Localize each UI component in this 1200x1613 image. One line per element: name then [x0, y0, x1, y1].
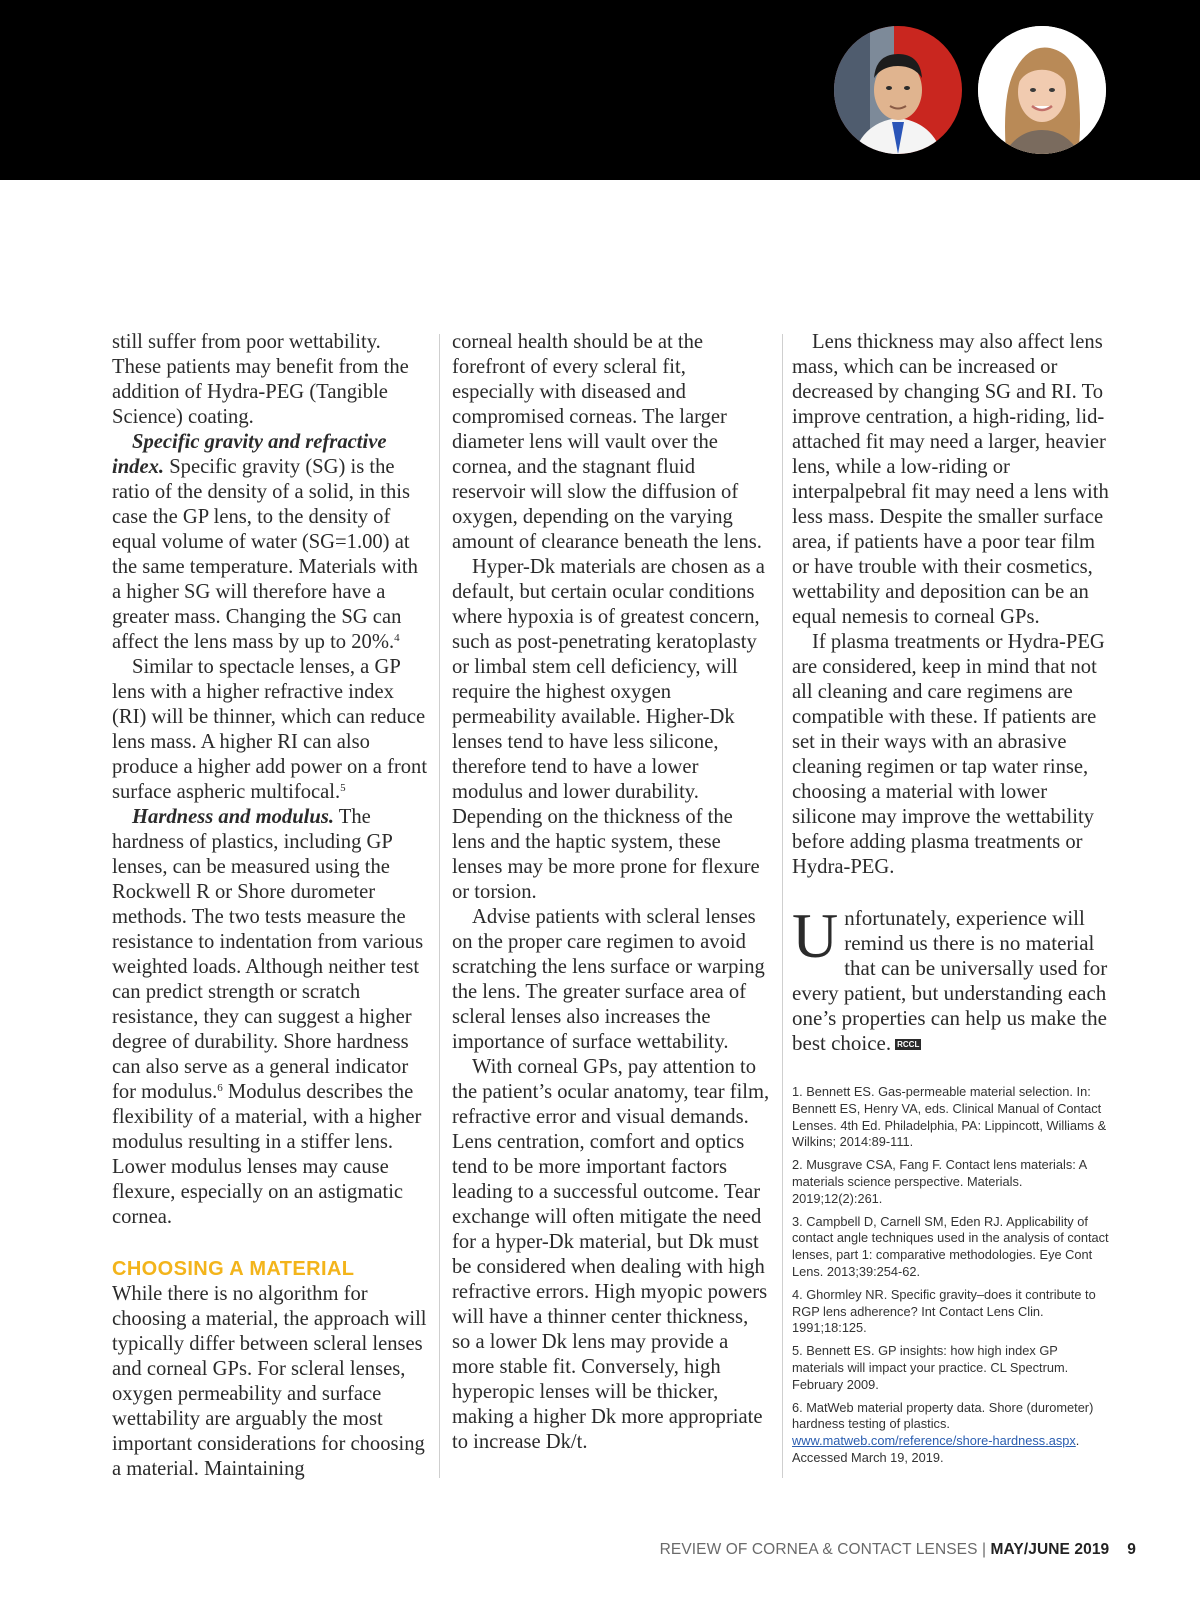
col1-paragraph-4-text-a: The hardness of plastics, including GP lenses, can be measured using the Rockwell R or Shore durometer methods. The two tests measure the resistance to indentation from various weighted loads. Although neither test can predict strength or scratch resistance, they can suggest a higher degree of durability. Shore hardness can also serve as a general indicator for modulus.	[112, 806, 424, 1103]
col3-paragraph-2: If plasma treatments or Hydra-PEG are considered, keep in mind that not all cleaning and care regimens are compatible with these. If patients are set in their ways with an abrasive cleaning regimen or tap water rinse, choosing a material with lower silicone may improve the wettability before adding plasma treatments or Hydra-PEG.	[792, 631, 1105, 878]
column-3	[792, 330, 1110, 1473]
col2-paragraph-3: Advise patients with scleral lenses on the proper care regimen to avoid scratching the lens surface or warping the lens. The greater surface area of scleral lenses also increases the importance of surface wettability.	[452, 906, 765, 1053]
col2-paragraph-2: Hyper-Dk materials are chosen as a default, but certain ocular conditions where hypoxia is of greatest concern, such as post-penetrating keratoplasty or limbal stem cell deficiency, will require the highest oxygen permeability available. Higher-Dk lenses tend to have less silicone, therefore tend to have a lower modulus and lower durability. Depending on the thickness of the lens and the haptic system, these lenses may be more prone for flexure or torsion.	[452, 556, 765, 903]
closing-paragraph	[792, 900, 1110, 1056]
reference-item: 1. Bennett ES. Gas-permeable material selection. In: Bennett ES, Henry VA, eds. Clinical Manual of Contact Lenses. 4th Ed. Philadelphia, PA: Lippincott, Williams & Wilkins; 2014:89-111.	[792, 1084, 1107, 1150]
reference-item: 5. Bennett ES. GP insights: how high index GP materials will impact your practice. CL Spectrum. February 2009.	[792, 1343, 1069, 1392]
subhead-specific-gravity: Specific gravity and refractive index.	[112, 431, 387, 478]
drop-cap: U	[792, 900, 839, 971]
page-footer	[660, 1541, 1136, 1559]
footnote-ref-4: 4	[394, 632, 400, 644]
reference-item-6	[792, 1400, 1110, 1467]
matweb-link[interactable]: www.matweb.com/reference/shore-hardness.aspx	[792, 1433, 1076, 1449]
column-2	[452, 330, 770, 1455]
col2-paragraph-1: corneal health should be at the forefront of every scleral fit, especially with diseased and compromised corneas. The larger diameter lens will vault over the cornea, and the stagnant fluid reservoir will slow the diffusion of oxygen, depending on the varying amount of clearance beneath the lens.	[452, 331, 762, 553]
publication-name: REVIEW OF CORNEA & CONTACT LENSES |	[659, 1541, 991, 1558]
col1-paragraph-4	[112, 805, 432, 1230]
issue-date: MAY/JUNE 2019	[990, 1541, 1110, 1558]
header-bar	[0, 0, 1200, 180]
column-1	[112, 330, 432, 1482]
col1-paragraph-2	[112, 430, 432, 655]
reference-item: 2. Musgrave CSA, Fang F. Contact lens materials: A materials science perspective. Materials. 2019;12(2):261.	[792, 1157, 1087, 1206]
col1-paragraph-3	[112, 655, 432, 805]
footnote-ref-6: 6	[217, 1082, 223, 1094]
col1-paragraph-1: still suffer from poor wettability. These patients may benefit from the addition of Hydra-PEG (Tangible Science) coating.	[112, 331, 409, 428]
reference-item: 3. Campbell D, Carnell SM, Eden RJ. Applicability of contact angle techniques used in the analysis of contact lenses, part 1: comparative methodologies. Eye Cont Lens. 2013;39:254-62.	[792, 1213, 1109, 1279]
reference-6-text: 6. MatWeb material property data. Shore (durometer) hardness testing of plastics.	[792, 1399, 1094, 1432]
col2-paragraph-4: With corneal GPs, pay attention to the patient’s ocular anatomy, tear film, refractive error and visual demands. Lens centration, comfort and optics tend to be more important factors leading to a successful outcome. Tear exchange will often mitigate the need for a hyper-Dk material, but Dk must be considered when dealing with high refractive errors. High myopic powers will have a thinner center thickness, so a lower Dk lens may provide a more stable fit. Conversely, high hyperopic lenses will be thicker, making a higher Dk more appropriate to increase Dk/t.	[452, 1056, 770, 1453]
reference-6-accessed: . Accessed March 19, 2019.	[792, 1433, 1080, 1465]
closing-text: nfortunately, experience will remind us there is no material that can be universally used for every patient, but understanding each one’s properties can help us make the best choice.	[792, 906, 1108, 1055]
author-photo-1	[834, 26, 962, 154]
col1-paragraph-2-text: Specific gravity (SG) is the ratio of the density of a solid, in this case the GP lens, to the density of equal volume of water (SG=1.00) at the same temperature. Materials with a higher SG will therefore have a greater mass. Changing the SG can affect the lens mass by up to 20%.	[112, 456, 418, 653]
author-photo-2	[978, 26, 1106, 154]
page-number: 9	[1127, 1541, 1136, 1558]
col3-paragraph-1: Lens thickness may also affect lens mass, which can be increased or decreased by changing SG and RI. To improve centration, a high-riding, lid-attached fit may need a larger, heavier lens, while a low-riding or interpalpebral fit may need a lens with less mass. Despite the smaller surface area, if patients have a poor tear film or have trouble with their cosmetics, wettability and deposition can be an equal nemesis to corneal GPs.	[792, 331, 1109, 628]
col1-paragraph-5: While there is no algorithm for choosing a material, the approach will typically differ between scleral lenses and corneal GPs. For scleral lenses, oxygen permeability and surface wettability are arguably the most important considerations for choosing a material. Maintaining	[112, 1283, 427, 1480]
end-mark: RCCL	[897, 1040, 920, 1049]
column-divider-2	[782, 334, 783, 1478]
col1-paragraph-4-text-b: Modulus describes the flexibility of a material, with a higher modulus resulting in a stiffer lens. Lower modulus lenses may cause flexure, especially on an astigmatic cornea.	[112, 1081, 422, 1228]
footnote-ref-5: 5	[340, 782, 346, 794]
column-divider-1	[439, 334, 440, 1478]
reference-item: 4. Ghormley NR. Specific gravity–does it contribute to RGP lens adherence? Int Contact Lens Clin. 1991;18:125.	[792, 1286, 1096, 1336]
col1-paragraph-3-text: Similar to spectacle lenses, a GP lens with a higher refractive index (RI) will be thinner, which can reduce lens mass. A higher RI can also produce a higher add power on a front surface aspheric multifocal.	[112, 656, 428, 803]
section-heading: CHOOSING A MATERIAL	[112, 1258, 355, 1280]
subhead-hardness: Hardness and modulus.	[132, 806, 334, 828]
references-list	[792, 1084, 1110, 1467]
